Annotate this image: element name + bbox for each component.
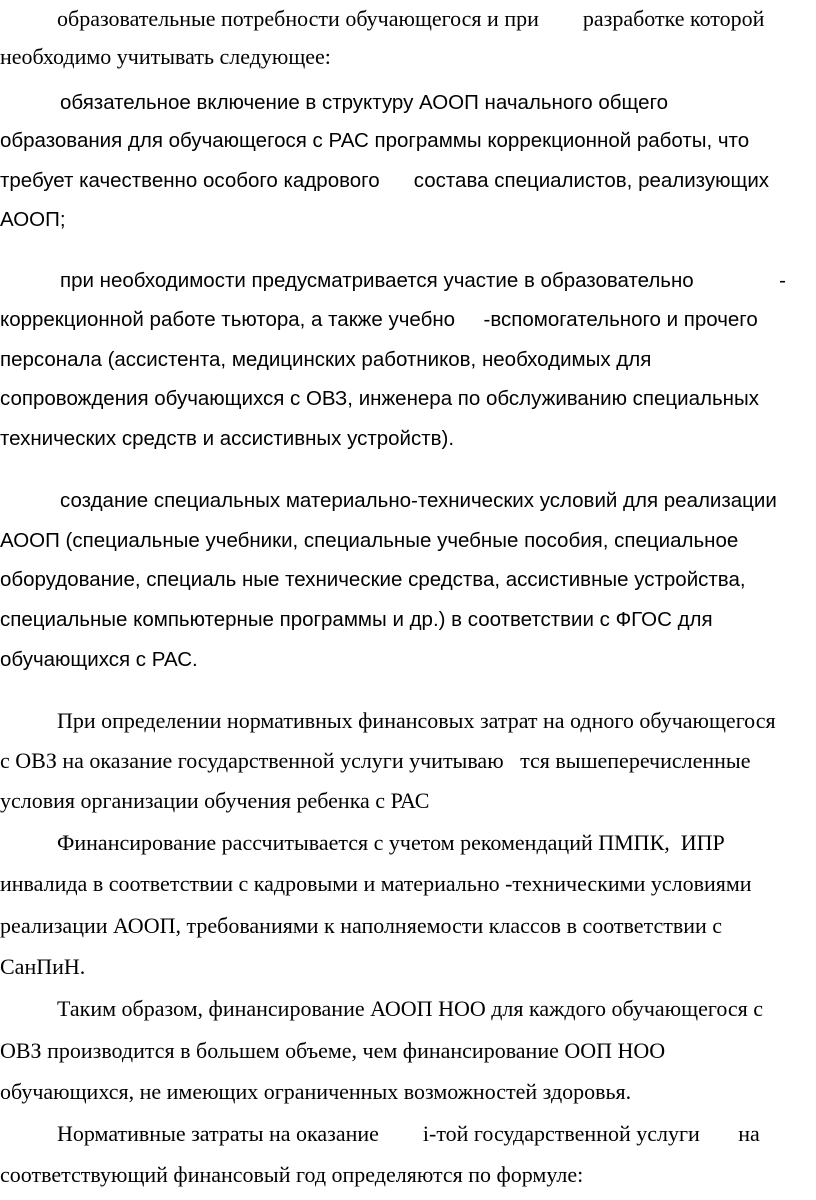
item1-line-2: образования для обучающегося с РАС программы коррекционной работы, что xyxy=(0,129,750,152)
para4-line-1: Нормативные затраты на оказание i-той государственной услуги на xyxy=(57,1121,760,1146)
item3-line-4: специальные компьютерные программы и др.) в соответствии с ФГОС для xyxy=(0,608,713,631)
para1-line-2: с ОВЗ на оказание государственной услуги учитываю тся вышеперечисленные xyxy=(0,748,751,773)
item1-line-4: АООП; xyxy=(0,208,66,231)
para2-line-4: СанПиН. xyxy=(0,954,86,979)
item2-line-5: технических средств и ассистивных устройств). xyxy=(0,427,455,450)
item3-line-1: создание специальных материально-технических условий для реализации xyxy=(60,489,777,512)
para3-line-1: Таким образом, финансирование АООП НОО для каждого обучающегося с xyxy=(57,996,764,1021)
para3-line-3: обучающихся, не имеющих ограниченных возможностей здоровья. xyxy=(0,1079,632,1104)
item1-line-3: требует качественно особого кадрового состава специалистов, реализующих xyxy=(0,169,770,192)
intro-line-2: необходимо учитывать следующее: xyxy=(0,44,331,69)
item3-line-3: оборудование, специаль ные технические средства, ассистивные устройства, xyxy=(0,568,746,591)
para1-line-1: При определении нормативных финансовых затрат на одного обучающегося xyxy=(57,708,776,733)
para1-line-3: условия организации обучения ребенка с РАС xyxy=(0,788,430,813)
item2-line-2: коррекционной работе тьютора, а также учебно -вспомогательного и прочего xyxy=(0,308,758,331)
para2-line-3: реализации АООП, требованиями к наполняемости классов в соответствии с xyxy=(0,913,723,938)
item2-line-1: при необходимости предусматривается участие в образовательно - xyxy=(60,269,786,292)
para2-line-1: Финансирование рассчитывается с учетом рекомендаций ПМПК, ИПР xyxy=(57,830,725,855)
item3-line-2: АООП (специальные учебники, специальные учебные пособия, специальное xyxy=(0,529,739,552)
para2-line-2: инвалида в соответствии с кадровыми и материально -техническими условиями xyxy=(0,871,752,896)
item1-line-1: обязательное включение в структуру АООП начального общего xyxy=(60,91,669,114)
item3-line-5: обучающихся с РАС. xyxy=(0,648,198,671)
para3-line-2: ОВЗ производится в большем объеме, чем финансирование ООП НОО xyxy=(0,1038,666,1063)
item2-line-3: персонала (ассистента, медицинских работников, необходимых для xyxy=(0,348,652,371)
intro-line-1: образовательные потребности обучающегося и при разработке которой xyxy=(57,6,765,31)
para4-line-2: соответствующий финансовый год определяются по формуле: xyxy=(0,1162,584,1187)
item2-line-4: сопровождения обучающихся с ОВЗ, инженера по обслуживанию специальных xyxy=(0,387,759,410)
